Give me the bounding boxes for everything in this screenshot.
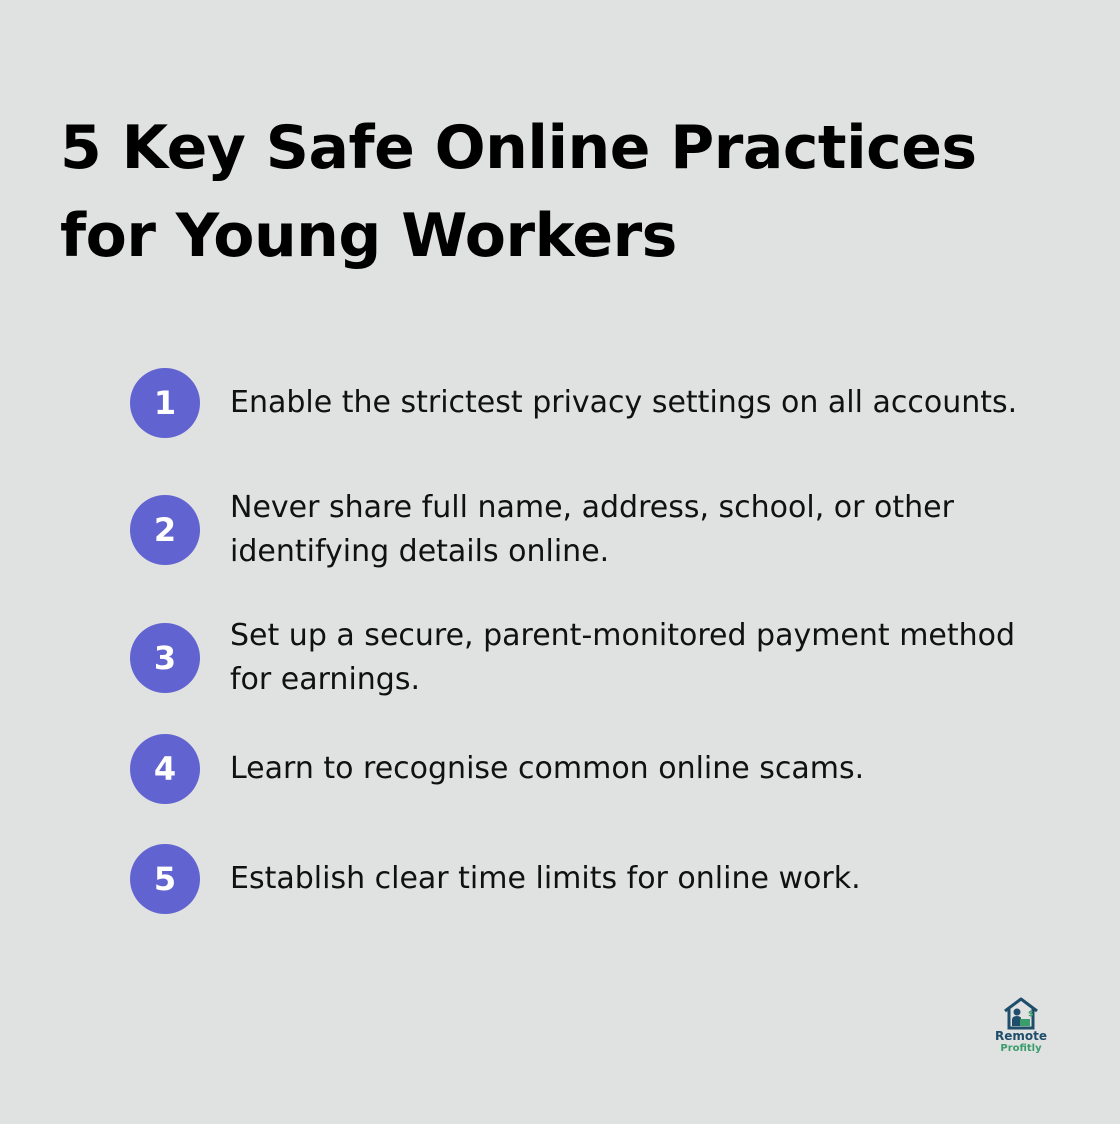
logo-text-remote: Remote [994,1029,1047,1043]
list-item [130,734,1030,804]
item-text: Establish clear time limits for online work. [230,861,861,896]
number-badge: 5 [130,844,200,914]
item-text: Set up a secure, parent-monitored payment method for earnings. [230,618,1016,697]
list-item [130,844,1030,914]
house-person-laptop-dollar-icon [1001,996,1041,1030]
list-item [130,486,1030,574]
item-text: Never share full name, address, school, or other identifying details online. [230,490,954,569]
svg-text:$: $ [1028,1009,1034,1018]
list-item [130,614,1030,702]
list-item [130,368,1030,438]
logo-text-profitly: Profitly [1000,1043,1042,1054]
number-badge: 1 [130,368,200,438]
brand-logo [990,996,1052,1054]
item-text: Learn to recognise common online scams. [230,751,865,786]
item-text: Enable the strictest privacy settings on all accounts. [230,385,1018,420]
page-title: 5 Key Safe Online Practices for Young Workers [60,113,977,271]
number-badge: 4 [130,734,200,804]
number-badge: 2 [130,495,200,565]
number-badge: 3 [130,623,200,693]
